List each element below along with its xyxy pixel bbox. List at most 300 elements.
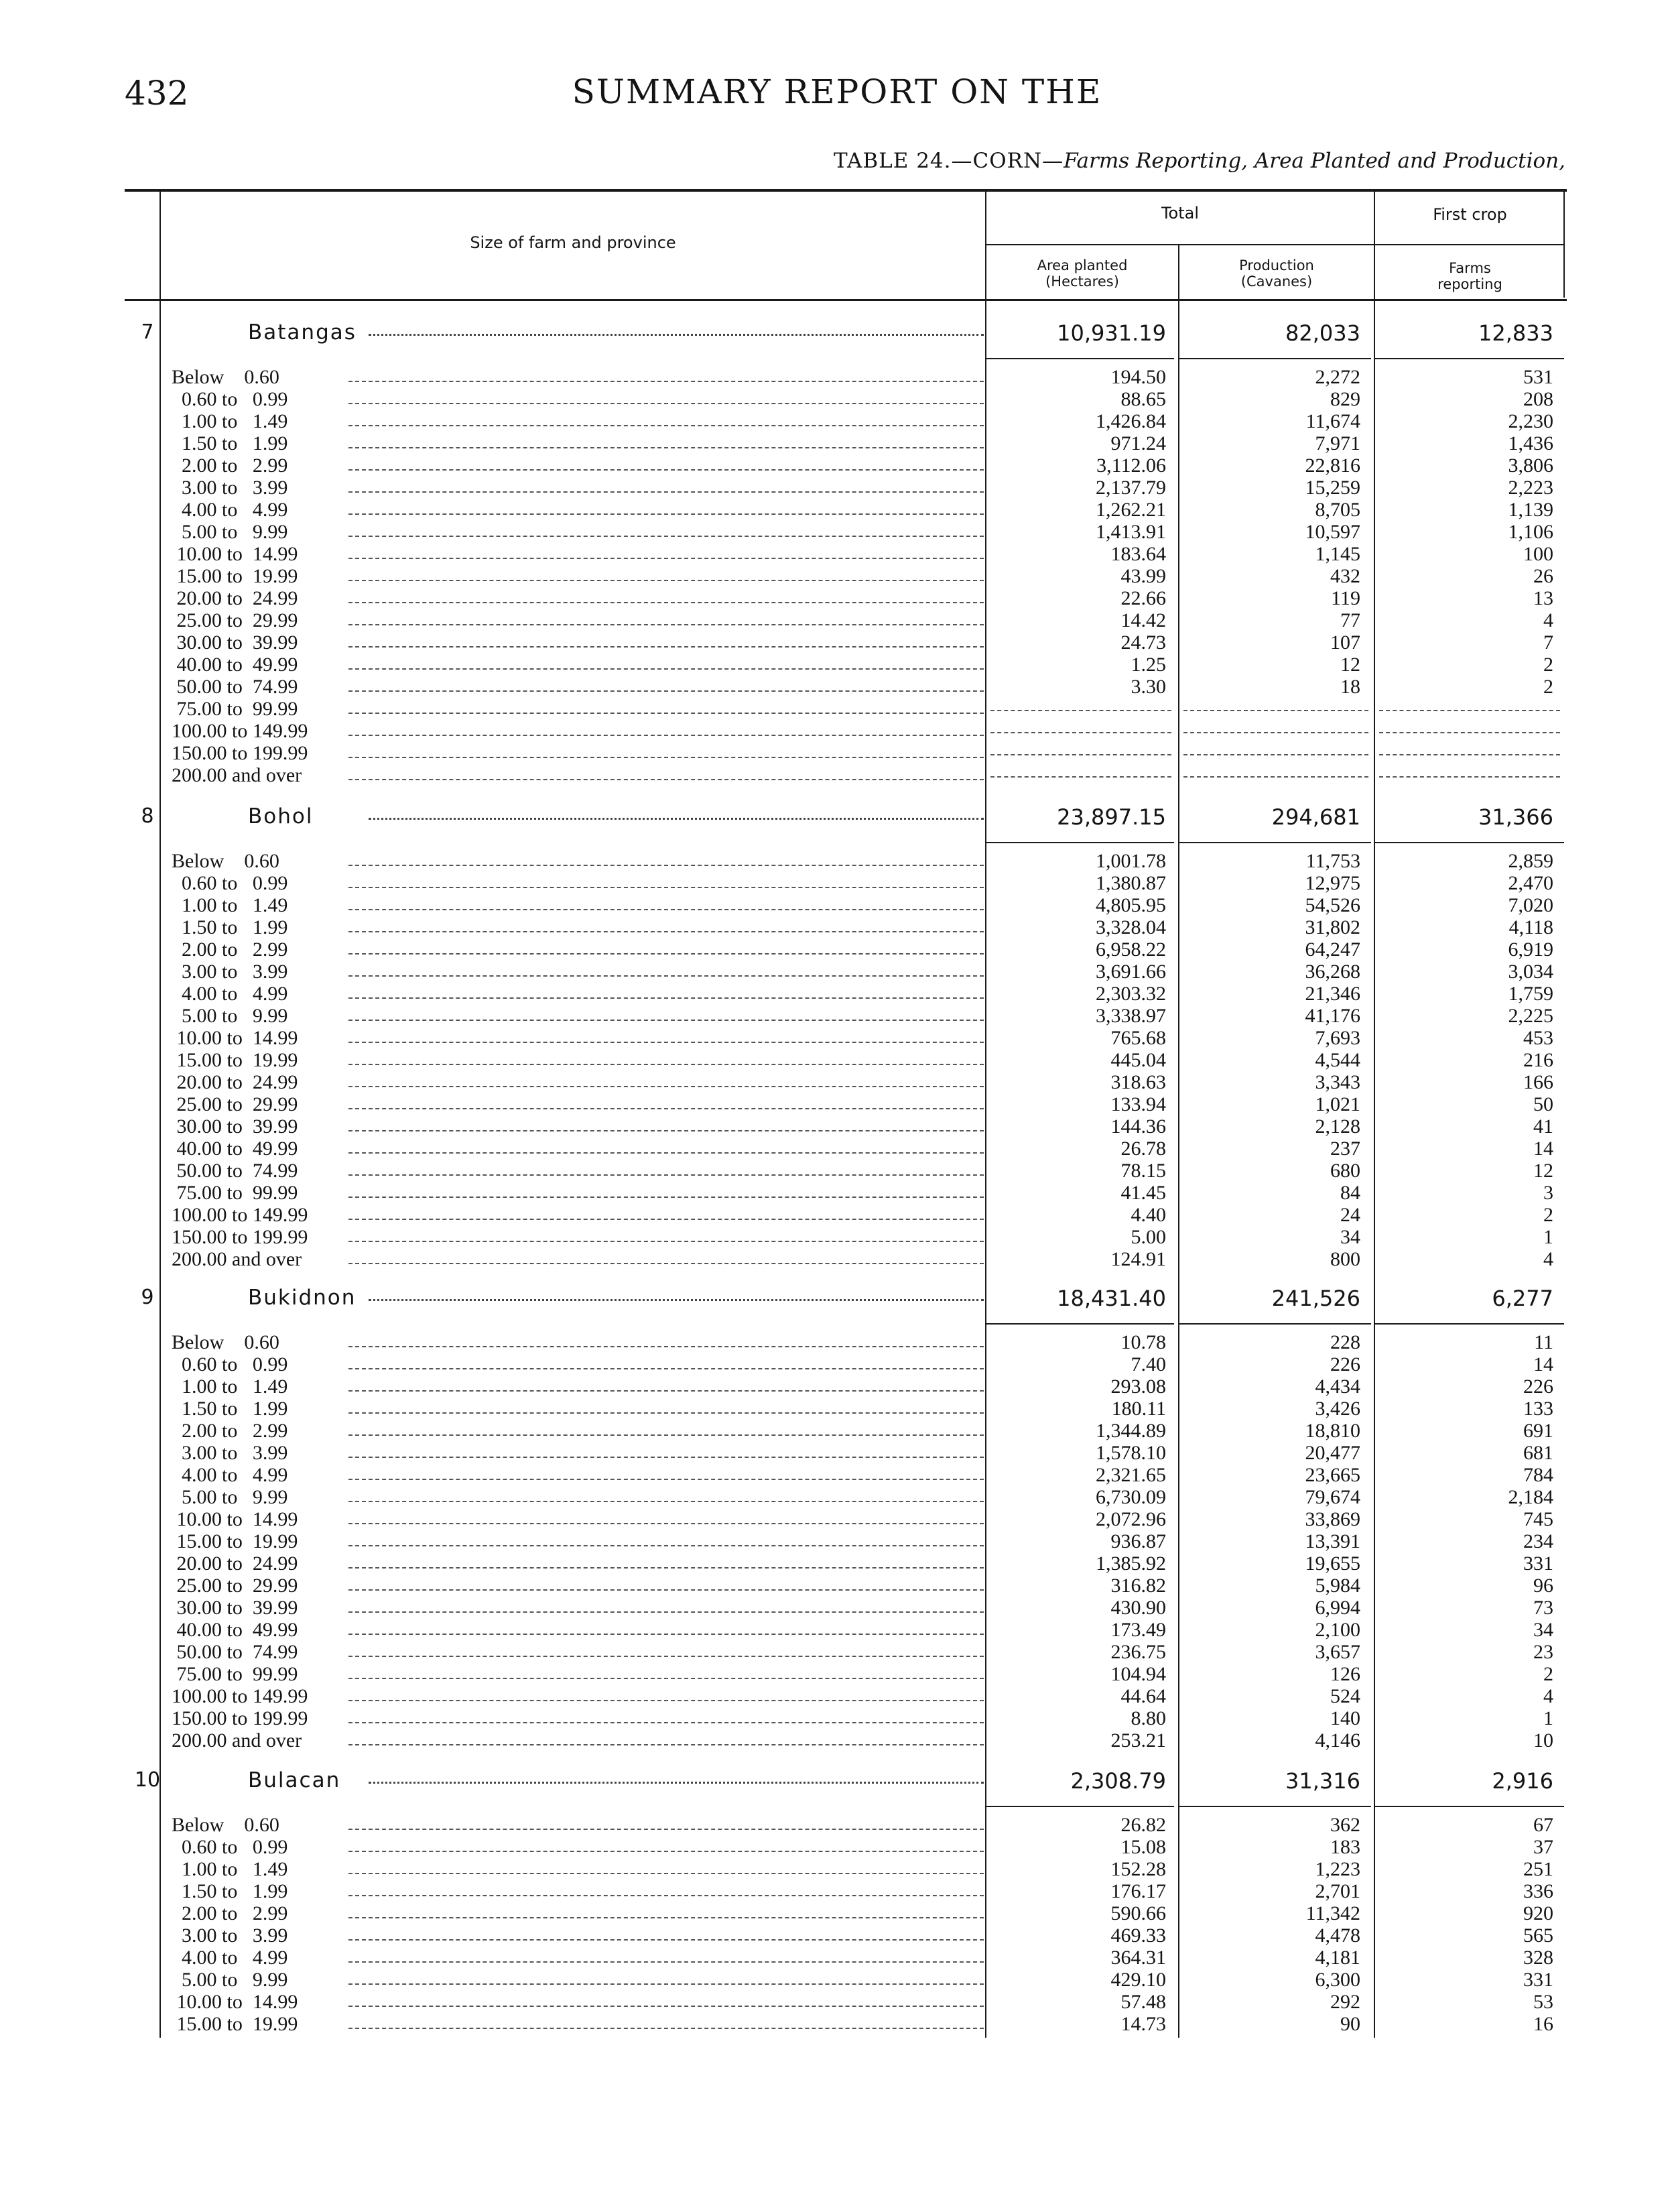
empty-cell-dash xyxy=(1183,710,1368,711)
farms-reporting-cell: 2 xyxy=(1543,1663,1553,1685)
production-cell: 31,802 xyxy=(1305,916,1360,938)
leader-dashes xyxy=(348,1020,984,1021)
leader-dashes xyxy=(348,931,984,932)
size-class-label: Below 0.60 xyxy=(172,366,279,388)
area-planted-cell: 14.42 xyxy=(1120,609,1166,631)
area-planted-cell: 6,730.09 xyxy=(1096,1486,1166,1508)
leader-dashes xyxy=(348,1457,984,1458)
production-cell: 22,816 xyxy=(1305,454,1360,477)
production-cell: 237 xyxy=(1330,1138,1360,1160)
leader-dashes xyxy=(348,735,984,736)
size-class-label: 5.00 to 9.99 xyxy=(172,521,288,543)
area-planted-cell: 1,413.91 xyxy=(1096,521,1166,543)
area-planted-cell: 445.04 xyxy=(1110,1049,1166,1071)
farms-reporting-header: Farms reporting xyxy=(1437,260,1502,292)
size-class-label: 2.00 to 2.99 xyxy=(172,1420,288,1442)
production-cell: 11,674 xyxy=(1305,410,1360,432)
area-planted-cell: 4,805.95 xyxy=(1096,894,1166,916)
farms-reporting-cell: 2,859 xyxy=(1508,850,1553,872)
area-planted-cell: 144.36 xyxy=(1110,1115,1166,1138)
farms-reporting-cell: 67 xyxy=(1533,1814,1553,1836)
size-class-label: 100.00 to 149.99 xyxy=(172,1204,308,1226)
leader-dashes xyxy=(348,1346,984,1347)
table-row xyxy=(0,1204,1674,1226)
farms-reporting-cell: 37 xyxy=(1533,1836,1553,1858)
production-header: Production (Cavanes) xyxy=(1239,257,1314,290)
farms-reporting-cell: 331 xyxy=(1523,1552,1553,1575)
production-cell: 34 xyxy=(1340,1226,1360,1248)
table-row xyxy=(0,1663,1674,1685)
size-class-label: 1.50 to 1.99 xyxy=(172,916,288,938)
table-row xyxy=(0,1924,1674,1947)
area-planted-cell: 7.40 xyxy=(1131,1353,1166,1375)
farms-reporting-cell: 2,225 xyxy=(1508,1005,1553,1027)
leader-dashes xyxy=(348,779,984,780)
production-cell: 119 xyxy=(1331,587,1360,609)
farms-reporting-cell: 234 xyxy=(1523,1530,1553,1552)
leader-dashes xyxy=(348,580,984,581)
farms-reporting-cell: 2 xyxy=(1543,676,1553,698)
farms-reporting-cell: 133 xyxy=(1523,1398,1553,1420)
size-class-label: 0.60 to 0.99 xyxy=(172,872,288,894)
production-cell: 7,971 xyxy=(1315,432,1360,454)
farms-reporting-cell: 13 xyxy=(1533,587,1553,609)
production-cell: 4,181 xyxy=(1315,1947,1360,1969)
table-row xyxy=(0,1486,1674,1508)
production-cell: 64,247 xyxy=(1305,938,1360,961)
table-row xyxy=(0,521,1674,543)
leader-dashes xyxy=(348,513,984,515)
farms-reporting-cell: 4,118 xyxy=(1508,916,1553,938)
group-header-rule-total xyxy=(985,244,1374,245)
size-class-label: 0.60 to 0.99 xyxy=(172,1353,288,1375)
province-total-production: 31,316 xyxy=(1285,1768,1360,1794)
size-class-rows xyxy=(0,1331,1674,1752)
total-underline xyxy=(1375,842,1564,843)
total-underline xyxy=(986,1323,1174,1325)
table-row xyxy=(0,983,1674,1005)
production-cell: 829 xyxy=(1330,388,1360,410)
leader-dashes xyxy=(348,1961,984,1963)
area-planted-cell: 318.63 xyxy=(1110,1071,1166,1093)
area-planted-cell: 183.64 xyxy=(1110,543,1166,565)
table-row xyxy=(0,1947,1674,1969)
table-top-rule xyxy=(125,189,1567,192)
production-cell: 126 xyxy=(1330,1663,1360,1685)
leader-dashes xyxy=(348,757,984,758)
empty-cell-dash xyxy=(1183,776,1368,778)
size-class-label: 30.00 to 39.99 xyxy=(172,631,298,654)
area-planted-cell: 3,691.66 xyxy=(1096,961,1166,983)
production-cell: 20,477 xyxy=(1305,1442,1360,1464)
production-cell: 18,810 xyxy=(1305,1420,1360,1442)
total-underline xyxy=(1179,842,1371,843)
production-cell: 2,701 xyxy=(1315,1880,1360,1902)
farms-reporting-cell: 2,184 xyxy=(1508,1486,1553,1508)
production-cell: 1,145 xyxy=(1315,543,1360,565)
production-cell: 11,753 xyxy=(1305,850,1360,872)
table-row xyxy=(0,938,1674,961)
leader-dashes xyxy=(348,1851,984,1852)
table-row xyxy=(0,388,1674,410)
size-class-label: 50.00 to 74.99 xyxy=(172,1641,298,1663)
leader-dots xyxy=(369,334,984,336)
farms-reporting-cell: 3,034 xyxy=(1508,961,1553,983)
empty-cell-dash xyxy=(1379,776,1560,778)
production-cell: 183 xyxy=(1330,1836,1360,1858)
leader-dashes xyxy=(348,1656,984,1657)
leader-dashes xyxy=(348,953,984,955)
area-planted-cell: 293.08 xyxy=(1110,1375,1166,1398)
table-row xyxy=(0,1420,1674,1442)
area-planted-cell: 2,072.96 xyxy=(1096,1508,1166,1530)
table-row xyxy=(0,1619,1674,1641)
total-underline xyxy=(1179,358,1371,359)
area-planted-cell: 316.82 xyxy=(1110,1575,1166,1597)
leader-dashes xyxy=(348,1589,984,1591)
production-cell: 23,665 xyxy=(1305,1464,1360,1486)
size-class-rows xyxy=(0,1814,1674,2035)
size-class-rows xyxy=(0,850,1674,1270)
leader-dashes xyxy=(348,1873,984,1874)
table-row xyxy=(0,850,1674,872)
size-class-label: 0.60 to 0.99 xyxy=(172,1836,288,1858)
leader-dashes xyxy=(348,1042,984,1043)
area-planted-cell: 41.45 xyxy=(1120,1182,1166,1204)
area-planted-cell: 2,321.65 xyxy=(1096,1464,1166,1486)
farms-reporting-cell: 691 xyxy=(1523,1420,1553,1442)
table-row xyxy=(0,1248,1674,1270)
leader-dashes xyxy=(348,1108,984,1109)
production-cell: 6,300 xyxy=(1315,1969,1360,1991)
farms-reporting-cell: 7,020 xyxy=(1508,894,1553,916)
leader-dashes xyxy=(348,1064,984,1065)
size-class-label: 200.00 and over xyxy=(172,1248,302,1270)
production-cell: 3,657 xyxy=(1315,1641,1360,1663)
farms-reporting-cell: 166 xyxy=(1523,1071,1553,1093)
table-row xyxy=(0,1707,1674,1729)
table-caption xyxy=(834,149,1565,173)
area-planted-cell: 253.21 xyxy=(1110,1729,1166,1752)
table-row xyxy=(0,1093,1674,1115)
production-cell: 140 xyxy=(1330,1707,1360,1729)
farms-reporting-cell: 23 xyxy=(1533,1641,1553,1663)
farms-reporting-cell: 34 xyxy=(1533,1619,1553,1641)
size-class-label: 1.00 to 1.49 xyxy=(172,1858,288,1880)
farms-reporting-cell: 336 xyxy=(1523,1880,1553,1902)
table-row xyxy=(0,432,1674,454)
table-row xyxy=(0,1027,1674,1049)
farms-reporting-cell: 3,806 xyxy=(1508,454,1553,477)
farms-reporting-cell: 10 xyxy=(1533,1729,1553,1752)
area-planted-cell: 1,426.84 xyxy=(1096,410,1166,432)
table-row xyxy=(0,1969,1674,1991)
farms-reporting-cell: 328 xyxy=(1523,1947,1553,1969)
area-planted-cell: 152.28 xyxy=(1110,1858,1166,1880)
province-total-farms: 12,833 xyxy=(1478,320,1553,346)
province-total-production: 241,526 xyxy=(1271,1286,1360,1311)
farms-reporting-cell: 100 xyxy=(1523,543,1553,565)
table-caption-title: Farms Reporting, Area Planted and Production, xyxy=(1064,149,1565,173)
size-class-label: 15.00 to 19.99 xyxy=(172,1530,298,1552)
farms-reporting-cell: 11 xyxy=(1534,1331,1553,1353)
farms-reporting-cell: 14 xyxy=(1533,1353,1553,1375)
farms-reporting-cell: 6,919 xyxy=(1508,938,1553,961)
leader-dashes xyxy=(348,1241,984,1242)
size-class-label: 15.00 to 19.99 xyxy=(172,2013,298,2035)
total-underline xyxy=(986,358,1174,359)
leader-dashes xyxy=(348,1263,984,1264)
area-planted-cell: 44.64 xyxy=(1120,1685,1166,1707)
size-class-label: 10.00 to 14.99 xyxy=(172,543,298,565)
production-cell: 12 xyxy=(1340,654,1360,676)
farms-reporting-cell: 745 xyxy=(1523,1508,1553,1530)
production-cell: 84 xyxy=(1340,1182,1360,1204)
leader-dashes xyxy=(348,1152,984,1154)
leader-dashes xyxy=(348,1545,984,1546)
leader-dashes xyxy=(348,2006,984,2007)
leader-dots xyxy=(369,1299,984,1301)
table-row xyxy=(0,477,1674,499)
area-planted-cell: 936.87 xyxy=(1110,1530,1166,1552)
farms-reporting-cell: 26 xyxy=(1533,565,1553,587)
total-underline xyxy=(1375,1806,1564,1807)
farms-reporting-cell: 784 xyxy=(1523,1464,1553,1486)
farms-reporting-cell: 216 xyxy=(1523,1049,1553,1071)
production-cell: 54,526 xyxy=(1305,894,1360,916)
production-cell: 3,343 xyxy=(1315,1071,1360,1093)
empty-cell-dash xyxy=(990,710,1171,711)
area-planted-cell: 1,001.78 xyxy=(1096,850,1166,872)
size-class-label: 10.00 to 14.99 xyxy=(172,1991,298,2013)
size-class-label: 4.00 to 4.99 xyxy=(172,499,288,521)
table-row xyxy=(0,1115,1674,1138)
table-row xyxy=(0,654,1674,676)
leader-dashes xyxy=(348,1368,984,1369)
province-name: Bohol xyxy=(248,804,314,828)
area-planted-cell: 78.15 xyxy=(1120,1160,1166,1182)
farms-reporting-cell: 1,759 xyxy=(1508,983,1553,1005)
table-row xyxy=(0,961,1674,983)
farms-reporting-cell: 565 xyxy=(1523,1924,1553,1947)
total-group-header: Total xyxy=(1161,204,1200,223)
area-planted-cell: 43.99 xyxy=(1120,565,1166,587)
production-cell: 226 xyxy=(1330,1353,1360,1375)
size-class-label: 40.00 to 49.99 xyxy=(172,654,298,676)
table-row xyxy=(0,1729,1674,1752)
size-class-label: 5.00 to 9.99 xyxy=(172,1486,288,1508)
table-row xyxy=(0,872,1674,894)
size-class-label: 5.00 to 9.99 xyxy=(172,1969,288,1991)
leader-dashes xyxy=(348,624,984,625)
production-cell: 21,346 xyxy=(1305,983,1360,1005)
farms-reporting-cell: 53 xyxy=(1533,1991,1553,2013)
leader-dashes xyxy=(348,975,984,977)
farms-reporting-cell: 3 xyxy=(1543,1182,1553,1204)
area-planted-cell: 10.78 xyxy=(1120,1331,1166,1353)
table-row xyxy=(0,1464,1674,1486)
empty-cell-dash xyxy=(1379,754,1560,755)
size-class-label: 75.00 to 99.99 xyxy=(172,1663,298,1685)
leader-dashes xyxy=(348,1678,984,1679)
province-total-farms: 6,277 xyxy=(1492,1286,1553,1311)
production-cell: 362 xyxy=(1330,1814,1360,1836)
size-class-label: Below 0.60 xyxy=(172,1331,279,1353)
province-total-production: 82,033 xyxy=(1285,320,1360,346)
leader-dashes xyxy=(348,403,984,404)
leader-dashes xyxy=(348,1939,984,1941)
province-number: 7 xyxy=(141,320,154,344)
area-planted-cell: 3,328.04 xyxy=(1096,916,1166,938)
area-planted-cell: 3.30 xyxy=(1131,676,1166,698)
table-row xyxy=(0,1375,1674,1398)
table-caption-prefix: TABLE 24.—CORN— xyxy=(833,149,1064,173)
table-row xyxy=(0,609,1674,631)
table-row xyxy=(0,410,1674,432)
area-planted-cell: 1,385.92 xyxy=(1096,1552,1166,1575)
farms-reporting-cell: 2 xyxy=(1543,1204,1553,1226)
farms-reporting-cell: 1,106 xyxy=(1508,521,1553,543)
leader-dashes xyxy=(348,909,984,910)
production-cell: 800 xyxy=(1330,1248,1360,1270)
area-planted-cell: 3,112.06 xyxy=(1096,454,1166,477)
province-number: 9 xyxy=(141,1286,154,1309)
area-planted-cell: 1,344.89 xyxy=(1096,1420,1166,1442)
size-class-label: 1.50 to 1.99 xyxy=(172,432,288,454)
farms-reporting-cell: 12 xyxy=(1533,1160,1553,1182)
farms-reporting-cell: 73 xyxy=(1533,1597,1553,1619)
province-name: Batangas xyxy=(248,320,357,345)
area-planted-cell: 364.31 xyxy=(1110,1947,1166,1969)
area-planted-cell: 1,262.21 xyxy=(1096,499,1166,521)
production-cell: 524 xyxy=(1330,1685,1360,1707)
size-class-label: 75.00 to 99.99 xyxy=(172,1182,298,1204)
area-planted-cell: 2,137.79 xyxy=(1096,477,1166,499)
production-cell: 6,994 xyxy=(1315,1597,1360,1619)
leader-dashes xyxy=(348,1700,984,1701)
area-planted-cell: 22.66 xyxy=(1120,587,1166,609)
production-cell: 1,223 xyxy=(1315,1858,1360,1880)
production-cell: 77 xyxy=(1340,609,1360,631)
size-class-label: 150.00 to 199.99 xyxy=(172,1707,308,1729)
area-planted-cell: 104.94 xyxy=(1110,1663,1166,1685)
province-total-farms: 31,366 xyxy=(1478,804,1553,830)
province-total-area: 18,431.40 xyxy=(1057,1286,1166,1311)
size-class-label: 100.00 to 149.99 xyxy=(172,1685,308,1707)
area-planted-cell: 15.08 xyxy=(1120,1836,1166,1858)
leader-dashes xyxy=(348,1196,984,1198)
empty-cell-dash xyxy=(990,754,1171,755)
production-cell: 4,434 xyxy=(1315,1375,1360,1398)
size-class-label: 10.00 to 14.99 xyxy=(172,1508,298,1530)
table-row xyxy=(0,698,1674,720)
size-class-label: 3.00 to 3.99 xyxy=(172,1924,288,1947)
production-cell: 33,869 xyxy=(1305,1508,1360,1530)
size-class-label: 15.00 to 19.99 xyxy=(172,565,298,587)
table-row xyxy=(0,742,1674,764)
size-class-label: 3.00 to 3.99 xyxy=(172,477,288,499)
table-row xyxy=(0,631,1674,654)
leader-dashes xyxy=(348,1722,984,1723)
table-row xyxy=(0,565,1674,587)
size-class-label: 30.00 to 39.99 xyxy=(172,1597,298,1619)
size-class-label: 20.00 to 24.99 xyxy=(172,1071,298,1093)
farms-reporting-cell: 50 xyxy=(1533,1093,1553,1115)
leader-dashes xyxy=(348,1434,984,1436)
leader-dashes xyxy=(348,1412,984,1414)
production-cell: 11,342 xyxy=(1305,1902,1360,1924)
area-planted-cell: 5.00 xyxy=(1131,1226,1166,1248)
production-cell: 680 xyxy=(1330,1160,1360,1182)
farms-reporting-cell: 4 xyxy=(1543,1685,1553,1707)
table-row xyxy=(0,1902,1674,1924)
area-planted-cell: 57.48 xyxy=(1120,1991,1166,2013)
page-number: 432 xyxy=(125,74,189,113)
leader-dashes xyxy=(348,425,984,426)
leader-dashes xyxy=(348,668,984,670)
size-class-label: 15.00 to 19.99 xyxy=(172,1049,298,1071)
production-cell: 292 xyxy=(1330,1991,1360,2013)
area-planted-header: Area planted (Hectares) xyxy=(1037,257,1128,290)
size-class-label: 50.00 to 74.99 xyxy=(172,1160,298,1182)
farms-reporting-cell: 2,470 xyxy=(1508,872,1553,894)
table-row xyxy=(0,499,1674,521)
production-cell: 8,705 xyxy=(1315,499,1360,521)
farms-reporting-cell: 2,230 xyxy=(1508,410,1553,432)
table-row xyxy=(0,1552,1674,1575)
empty-cell-dash xyxy=(1379,710,1560,711)
table-row xyxy=(0,1530,1674,1552)
leader-dashes xyxy=(348,1523,984,1524)
production-cell: 19,655 xyxy=(1305,1552,1360,1575)
production-cell: 18 xyxy=(1340,676,1360,698)
table-row xyxy=(0,1685,1674,1707)
size-class-label: 30.00 to 39.99 xyxy=(172,1115,298,1138)
area-planted-cell: 236.75 xyxy=(1110,1641,1166,1663)
leader-dashes xyxy=(348,1390,984,1392)
farms-reporting-cell: 7 xyxy=(1543,631,1553,654)
area-planted-cell: 429.10 xyxy=(1110,1969,1166,1991)
size-class-label: 150.00 to 199.99 xyxy=(172,1226,308,1248)
production-cell: 5,984 xyxy=(1315,1575,1360,1597)
province-name: Bulacan xyxy=(248,1768,341,1792)
leader-dashes xyxy=(348,1501,984,1502)
first-crop-group-header: First crop xyxy=(1433,205,1507,224)
area-planted-cell: 24.73 xyxy=(1120,631,1166,654)
size-class-label: 4.00 to 4.99 xyxy=(172,1947,288,1969)
area-planted-cell: 133.94 xyxy=(1110,1093,1166,1115)
size-class-label: 40.00 to 49.99 xyxy=(172,1138,298,1160)
empty-cell-dash xyxy=(990,776,1171,778)
farms-reporting-cell: 1,139 xyxy=(1508,499,1553,521)
header-bottom-rule xyxy=(125,299,1567,301)
table-row xyxy=(0,1597,1674,1619)
farms-reporting-cell: 453 xyxy=(1523,1027,1553,1049)
size-class-label: 100.00 to 149.99 xyxy=(172,720,308,742)
province-total-production: 294,681 xyxy=(1271,804,1360,830)
size-class-label: 2.00 to 2.99 xyxy=(172,1902,288,1924)
size-class-label: 200.00 and over xyxy=(172,1729,302,1752)
area-planted-cell: 430.90 xyxy=(1110,1597,1166,1619)
table-row xyxy=(0,1641,1674,1663)
leader-dashes xyxy=(348,2028,984,2029)
total-underline xyxy=(1179,1323,1371,1325)
size-class-label: 4.00 to 4.99 xyxy=(172,983,288,1005)
farms-reporting-cell: 4 xyxy=(1543,609,1553,631)
empty-cell-dash xyxy=(1183,754,1368,755)
area-planted-cell: 180.11 xyxy=(1111,1398,1166,1420)
area-planted-cell: 971.24 xyxy=(1110,432,1166,454)
